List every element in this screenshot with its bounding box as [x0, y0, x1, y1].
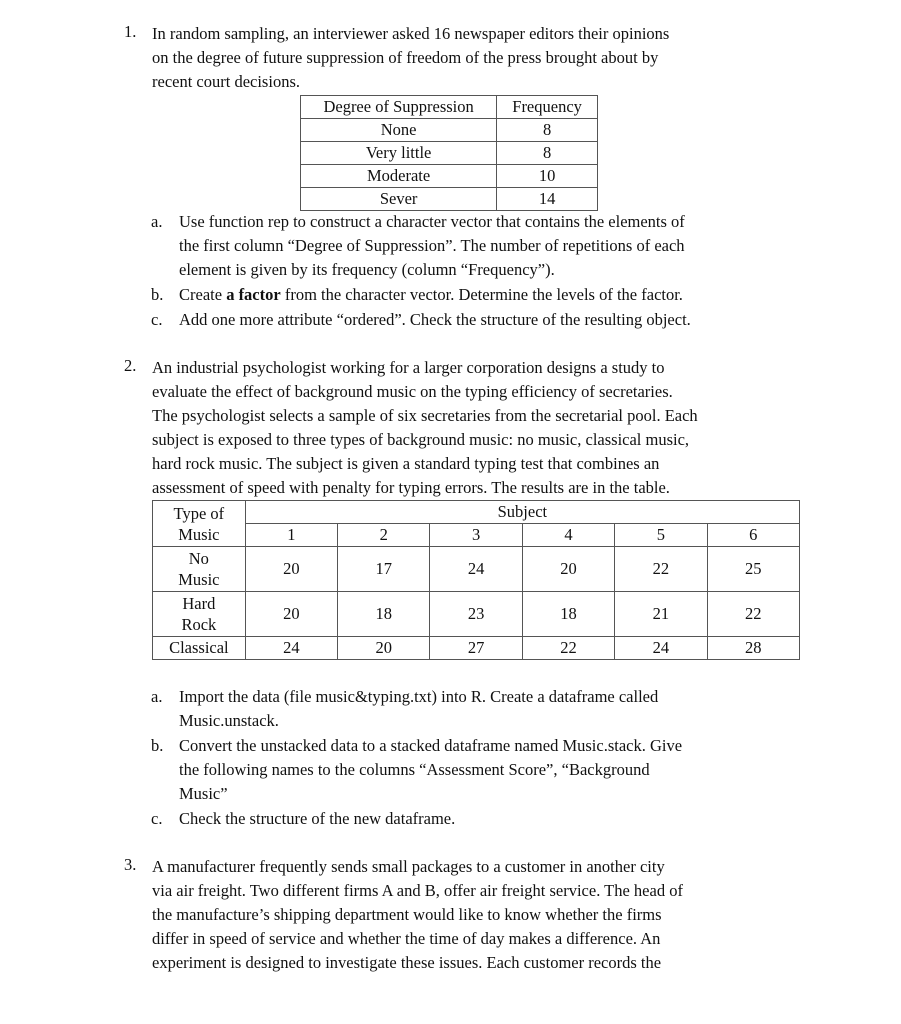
row-label-line: No	[188, 549, 209, 568]
row-label: Classical	[153, 637, 246, 660]
table-header-row	[301, 96, 598, 119]
subquestion-text-line: the following names to the columns “Assessment Score”, “Background	[179, 760, 650, 779]
table-row	[301, 119, 598, 142]
table-cell: 22	[615, 547, 707, 592]
table-row	[301, 165, 598, 188]
table-cell: 27	[430, 637, 522, 660]
subject-number: 1	[245, 524, 337, 547]
question-text-line: An industrial psychologist working for a larger corporation designs a study to	[152, 358, 665, 377]
subquestion-text: Add one more attribute “ordered”. Check the structure of the resulting object.	[179, 310, 691, 329]
table-cell: 24	[615, 637, 707, 660]
question-number: 1.	[124, 22, 137, 41]
table-cell: 20	[245, 592, 337, 637]
subject-number: 6	[707, 524, 799, 547]
subquestion-text: Check the structure of the new dataframe.	[179, 809, 456, 828]
table-cell: None	[301, 119, 497, 142]
subquestion-label: a.	[151, 687, 163, 706]
subquestion-text-line: Music.unstack.	[179, 711, 279, 730]
table-cell: 23	[430, 592, 522, 637]
subquestion-text-line: Use function rep to construct a character vector that contains the elements of	[179, 212, 685, 231]
table-cell: 8	[497, 119, 598, 142]
subquestion-label: a.	[151, 212, 163, 231]
table-row	[153, 592, 800, 637]
question-text-line: The psychologist selects a sample of six secretaries from the secretarial pool. Each	[152, 406, 698, 425]
corner-label-line: Type of	[173, 503, 225, 523]
question-text-line: A manufacturer frequently sends small packages to a customer in another city	[152, 857, 665, 876]
question-text-line: the manufacture’s shipping department would like to know whether the firms	[152, 905, 662, 924]
subject-number: 5	[615, 524, 707, 547]
text-part: from the character vector. Determine the levels of the factor.	[280, 285, 683, 304]
question-text-line: assessment of speed with penalty for typing errors. The results are in the table.	[152, 478, 670, 497]
table-cell: Moderate	[301, 165, 497, 188]
row-label-line: Hard	[182, 594, 216, 613]
table-cell: 24	[245, 637, 337, 660]
question-text-line: on the degree of future suppression of freedom of the press brought about by	[152, 48, 659, 67]
table-cell: 20	[338, 637, 430, 660]
subquestion-text-line: Music”	[179, 784, 228, 803]
question-text-line: differ in speed of service and whether the time of day makes a difference. An	[152, 929, 661, 948]
table-row	[301, 188, 598, 211]
table-cell: 8	[497, 142, 598, 165]
row-label	[153, 547, 246, 592]
table-row	[153, 637, 800, 660]
subject-numbers-row	[153, 524, 800, 547]
table-cell: 25	[707, 547, 799, 592]
text-part: Create	[179, 285, 227, 304]
table-row	[153, 547, 800, 592]
subject-number: 2	[338, 524, 430, 547]
subquestion-text-line: Import the data (file music&typing.txt) into R. Create a dataframe called	[179, 687, 659, 706]
question-text-line: via air freight. Two different firms A and B, offer air freight service. The head of	[152, 881, 683, 900]
question-text-line: subject is exposed to three types of background music: no music, classical music,	[152, 430, 690, 449]
subquestion-label: b.	[151, 285, 164, 304]
table-cell: 10	[497, 165, 598, 188]
row-label-line: Music	[178, 570, 220, 589]
suppression-table	[300, 95, 598, 211]
question-text-line: hard rock music. The subject is given a standard typing test that combines an	[152, 454, 660, 473]
subquestion-label: b.	[151, 736, 164, 755]
question-number: 3.	[124, 855, 137, 874]
subject-header: Subject	[245, 501, 799, 524]
row-label	[153, 592, 246, 637]
table-cell: 18	[522, 592, 614, 637]
subquestion-text-line: element is given by its frequency (column “Frequency”).	[179, 260, 555, 279]
table-cell: 17	[338, 547, 430, 592]
music-typing-table	[152, 500, 800, 660]
subject-number: 3	[430, 524, 522, 547]
corner-label-line: Music	[178, 524, 220, 544]
question-text-line: evaluate the effect of background music on the typing efficiency of secretaries.	[152, 382, 673, 401]
subquestion-text	[179, 283, 683, 307]
subquestion-text-line: the first column “Degree of Suppression”. The number of repetitions of each	[179, 236, 685, 255]
table-cell: 21	[615, 592, 707, 637]
table-cell: 28	[707, 637, 799, 660]
question-text-line: experiment is designed to investigate these issues. Each customer records the	[152, 953, 662, 972]
question-text-line: recent court decisions.	[152, 72, 300, 91]
table-header-cell: Degree of Suppression	[301, 96, 497, 119]
table-cell: 24	[430, 547, 522, 592]
subquestion-label: c.	[151, 809, 163, 828]
table-corner-cell	[153, 501, 246, 547]
table-cell: 22	[707, 592, 799, 637]
question-number: 2.	[124, 356, 137, 375]
table-cell: Sever	[301, 188, 497, 211]
subquestion-label: c.	[151, 310, 163, 329]
row-label-line: Rock	[181, 615, 217, 634]
table-cell: 20	[522, 547, 614, 592]
table-cell: 22	[522, 637, 614, 660]
table-cell: Very little	[301, 142, 497, 165]
table-cell: 20	[245, 547, 337, 592]
table-header-row	[153, 501, 800, 524]
subject-number: 4	[522, 524, 614, 547]
bold-term: a factor	[226, 285, 281, 304]
table-cell: 14	[497, 188, 598, 211]
subquestion-text-line: Convert the unstacked data to a stacked dataframe named Music.stack. Give	[179, 736, 683, 755]
table-row	[301, 142, 598, 165]
table-header-cell: Frequency	[497, 96, 598, 119]
question-text-line: In random sampling, an interviewer asked 16 newspaper editors their opinions	[152, 24, 670, 43]
table-cell: 18	[338, 592, 430, 637]
